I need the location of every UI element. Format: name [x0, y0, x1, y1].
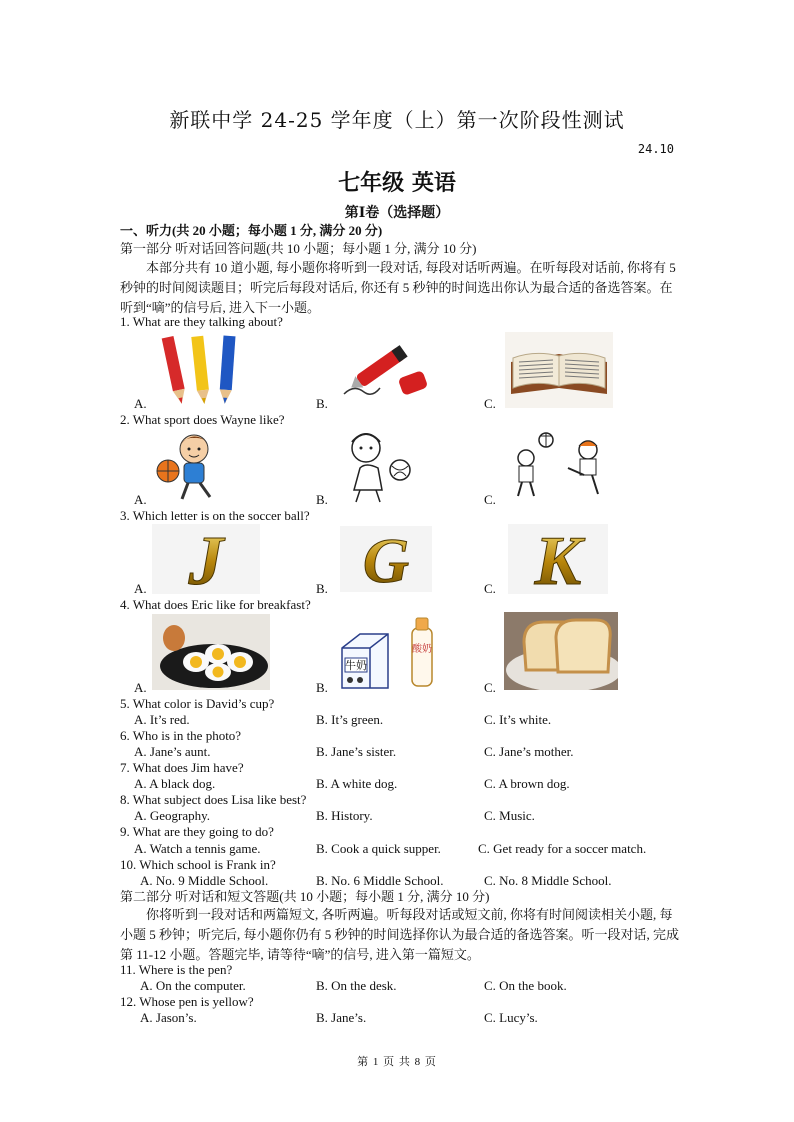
q4-option-b[interactable]: B. [316, 680, 328, 695]
question-1: 1. What are they talking about? [120, 314, 283, 329]
q5-option-b[interactable]: B. It’s green. [316, 712, 384, 727]
q6-option-c[interactable]: C. Jane’s mother. [484, 744, 574, 759]
q10-option-c[interactable]: C. No. 8 Middle School. [484, 873, 612, 888]
boy-volleyball-image [330, 428, 432, 504]
q11-option-a[interactable]: A. On the computer. [140, 978, 246, 993]
question-11: 11. Where is the pen? [120, 962, 233, 977]
kids-soccer-image [506, 428, 612, 504]
q1-option-c[interactable]: C. [484, 396, 496, 411]
q10-option-a[interactable]: A. No. 9 Middle School. [140, 873, 269, 888]
q12-option-a[interactable]: A. Jason’s. [140, 1010, 197, 1025]
q7-option-b[interactable]: B. A white dog. [316, 776, 398, 791]
q9-option-a[interactable]: A. Watch a tennis game. [134, 841, 261, 856]
open-book-image [505, 332, 613, 408]
question-3: 3. Which letter is on the soccer ball? [120, 508, 310, 523]
colored-pencils-image [155, 332, 253, 408]
q9-option-b[interactable]: B. Cook a quick supper. [316, 841, 441, 856]
q8-option-b[interactable]: B. History. [316, 808, 373, 823]
question-8: 8. What subject does Lisa like best? [120, 792, 307, 807]
question-4: 4. What does Eric like for breakfast? [120, 597, 311, 612]
q9-option-c[interactable]: C. Get ready for a soccer match. [478, 841, 647, 856]
q10-option-b[interactable]: B. No. 6 Middle School. [316, 873, 444, 888]
letter-j-glyph: J [188, 524, 224, 594]
volume-title: 第Ⅰ卷（选择题） [344, 206, 450, 221]
bread-slices-image [504, 612, 618, 690]
part2-instructions: 你将听到一段对话和两篇短文, 各听两遍。听每段对话或短文前, 你将有时间阅读相关小题, 每小题 5 秒钟；听完后, 每小题你仍有 5 秒钟的时间选择你认为最合适的备选答案。听一段对话, 完成第 11-12 小题。答题完毕, 请等待“嘀”的信号, 进入第一篇短文。 [120, 907, 680, 962]
question-5: 5. What color is David’s cup? [120, 696, 275, 711]
letter-k-glyph: K [534, 524, 582, 594]
question-12: 12. Whose pen is yellow? [120, 994, 254, 1009]
question-9: 9. What are they going to do? [120, 824, 274, 839]
q12-option-c[interactable]: C. Lucy’s. [484, 1010, 538, 1025]
part2-title: 第二部分 听对话和短文答题(共 10 小题；每小题 1 分, 满分 10 分) [120, 889, 490, 904]
q4-option-a[interactable]: A. [134, 680, 147, 695]
letter-g-glyph: G [362, 526, 410, 592]
question-2: 2. What sport does Wayne like? [120, 412, 285, 427]
yogurt-label: 酸奶 [412, 644, 432, 655]
milk-label: 牛奶 [345, 659, 367, 672]
question-6: 6. Who is in the photo? [120, 728, 242, 743]
section-listening-title: 一、听力(共 20 小题；每小题 1 分, 满分 20 分) [120, 223, 383, 238]
part1-title: 第一部分 听对话回答问题(共 10 小题；每小题 1 分, 满分 10 分) [120, 241, 477, 256]
q12-option-b[interactable]: B. Jane’s. [316, 1010, 367, 1025]
q1-option-b[interactable]: B. [316, 396, 328, 411]
question-7: 7. What does Jim have? [120, 760, 244, 775]
letter-j-image [152, 524, 260, 594]
boy-basketball-image [152, 429, 234, 505]
boiled-eggs-image [152, 614, 270, 690]
q4-option-c[interactable]: C. [484, 680, 496, 695]
q5-option-c[interactable]: C. It’s white. [484, 712, 552, 727]
q8-option-a[interactable]: A. Geography. [134, 808, 211, 823]
q8-option-c[interactable]: C. Music. [484, 808, 535, 823]
q7-option-c[interactable]: C. A brown dog. [484, 776, 570, 791]
q3-option-b[interactable]: B. [316, 581, 328, 596]
exam-title: 新联中学 24-25 学年度（上）第一次阶段性测试 [169, 108, 625, 132]
letter-k-image [508, 524, 608, 594]
exam-date: 24.10 [637, 142, 674, 156]
q11-option-b[interactable]: B. On the desk. [316, 978, 397, 993]
q2-option-b[interactable]: B. [316, 492, 328, 507]
question-10: 10. Which school is Frank in? [120, 857, 276, 872]
part1-instructions: 本部分共有 10 道小题, 每小题你将听到一段对话, 每段对话听两遍。在听每段对话前, 你将有 5 秒钟的时间阅读题目；听完后每段对话后, 你还有 5 秒钟的时间选出你认为最合适的备选答案。在听到“嘀”的信号后, 进入下一小题。 [120, 260, 676, 315]
q6-option-b[interactable]: B. Jane’s sister. [316, 744, 397, 759]
q11-option-c[interactable]: C. On the book. [484, 978, 567, 993]
q2-option-a[interactable]: A. [134, 492, 147, 507]
subject-title: 七年级 英语 [338, 171, 456, 196]
milk-cartons-image [336, 614, 440, 692]
q6-option-a[interactable]: A. Jane’s aunt. [134, 744, 211, 759]
letter-g-image [340, 526, 432, 592]
q5-option-a[interactable]: A. It’s red. [134, 712, 190, 727]
q7-option-a[interactable]: A. A black dog. [134, 776, 216, 791]
red-pen-image [338, 332, 432, 408]
q3-option-a[interactable]: A. [134, 581, 147, 596]
q2-option-c[interactable]: C. [484, 492, 496, 507]
q1-option-a[interactable]: A. [134, 396, 147, 411]
page-footer: 第 1 页 共 8 页 [357, 1056, 437, 1068]
q3-option-c[interactable]: C. [484, 581, 496, 596]
